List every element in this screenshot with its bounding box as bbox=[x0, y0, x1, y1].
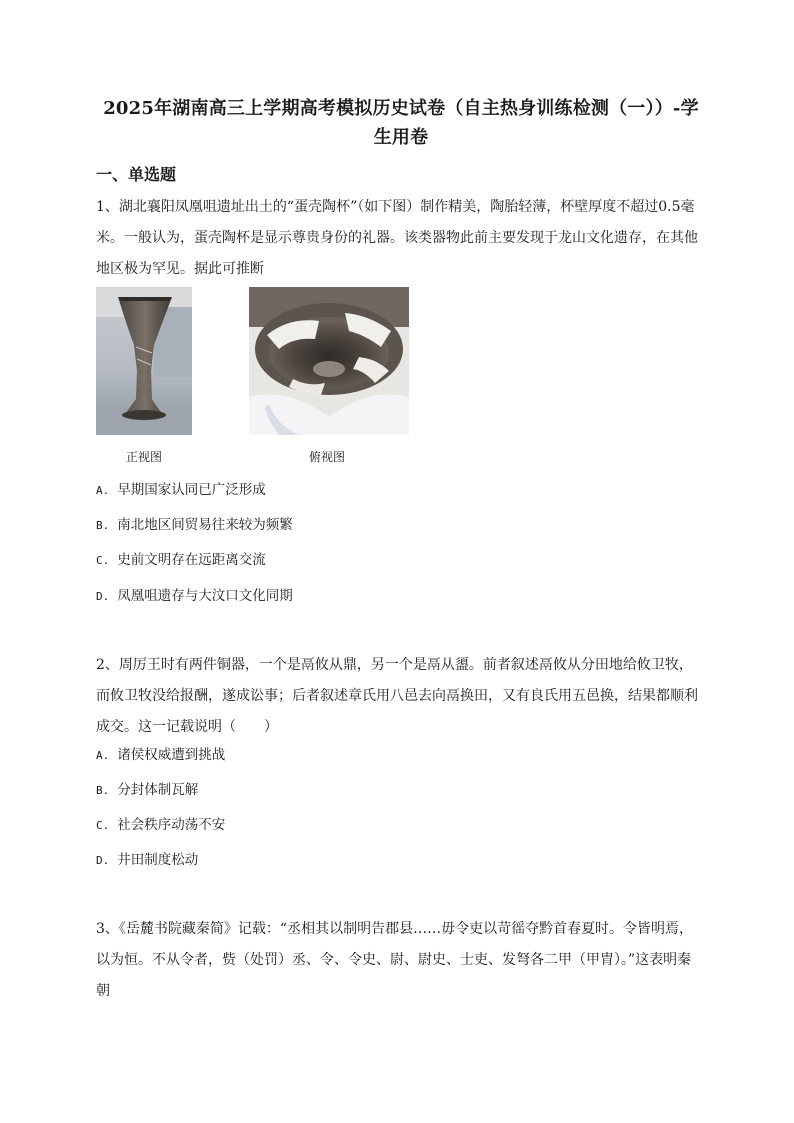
option-letter: B. bbox=[96, 784, 110, 797]
option-a bbox=[96, 480, 266, 501]
option-c bbox=[96, 550, 266, 571]
section-heading: 一、单选题 bbox=[96, 165, 177, 184]
option-text: 史前文明存在远距离交流 bbox=[117, 552, 266, 568]
option-text: 南北地区间贸易往来较为频繁 bbox=[117, 517, 293, 533]
option-d bbox=[96, 586, 293, 607]
question-stem: 1、湖北襄阳凤凰咀遗址出土的“蛋壳陶杯”（如下图）制作精美，陶胎轻薄，杯壁厚度不超过0.5毫米。一般认为，蛋壳陶杯是显示尊贵身份的礼器。该类器物此前主要发现于龙山文化遗存，在其他地区极为罕见。据此可推断 bbox=[96, 199, 698, 277]
option-a bbox=[96, 745, 225, 766]
option-letter: D. bbox=[96, 590, 110, 603]
option-text: 井田制度松动 bbox=[117, 852, 199, 868]
option-letter: D. bbox=[96, 854, 110, 867]
option-d bbox=[96, 850, 198, 871]
option-letter: A. bbox=[96, 749, 110, 762]
option-text: 分封体制瓦解 bbox=[117, 782, 199, 798]
option-text: 早期国家认同已广泛形成 bbox=[117, 482, 266, 498]
option-letter: B. bbox=[96, 519, 110, 532]
eggshell-cup-top-image bbox=[249, 287, 409, 435]
option-text: 凤凰咀遗存与大汶口文化同期 bbox=[117, 588, 293, 604]
option-letter: C. bbox=[96, 819, 110, 832]
eggshell-cup-front-drawing bbox=[96, 287, 192, 435]
question-stem: 3、《岳麓书院藏秦简》记载：“丞相其以制明告郡县……毋令吏以苛徭夺黔首春夏时。令皆明焉，以为恒。不从令者，赀（处罚）丞、令、令史、尉、尉史、士吏、发弩各二甲（甲胄）。”这表明秦朝 bbox=[96, 921, 694, 999]
eggshell-cup-top-drawing bbox=[249, 287, 409, 435]
figure-caption-top: 俯视图 bbox=[309, 450, 346, 464]
option-text: 社会秩序动荡不安 bbox=[117, 817, 226, 833]
option-b bbox=[96, 515, 293, 536]
option-letter: C. bbox=[96, 554, 110, 567]
option-text: 诸侯权威遭到挑战 bbox=[117, 747, 226, 763]
option-c bbox=[96, 815, 225, 836]
figure-caption-front: 正视图 bbox=[126, 450, 163, 464]
question-stem: 2、周厉王时有两件铜器，一个是鬲攸从鼎，另一个是鬲从盨。前者叙述鬲攸从分田地给攸卫牧，而攸卫牧没给报酬，遂成讼事；后者叙述章氏用八邑去向鬲换田，又有良氏用五邑换，结果都顺利成交。这一记载说明（ ） bbox=[96, 657, 698, 735]
option-letter: A. bbox=[96, 484, 110, 497]
page-title: 2025年湖南高三上学期高考模拟历史试卷（自主热身训练检测（一））-学生用卷 bbox=[103, 98, 699, 148]
eggshell-cup-front-image bbox=[96, 287, 192, 435]
option-b bbox=[96, 780, 198, 801]
